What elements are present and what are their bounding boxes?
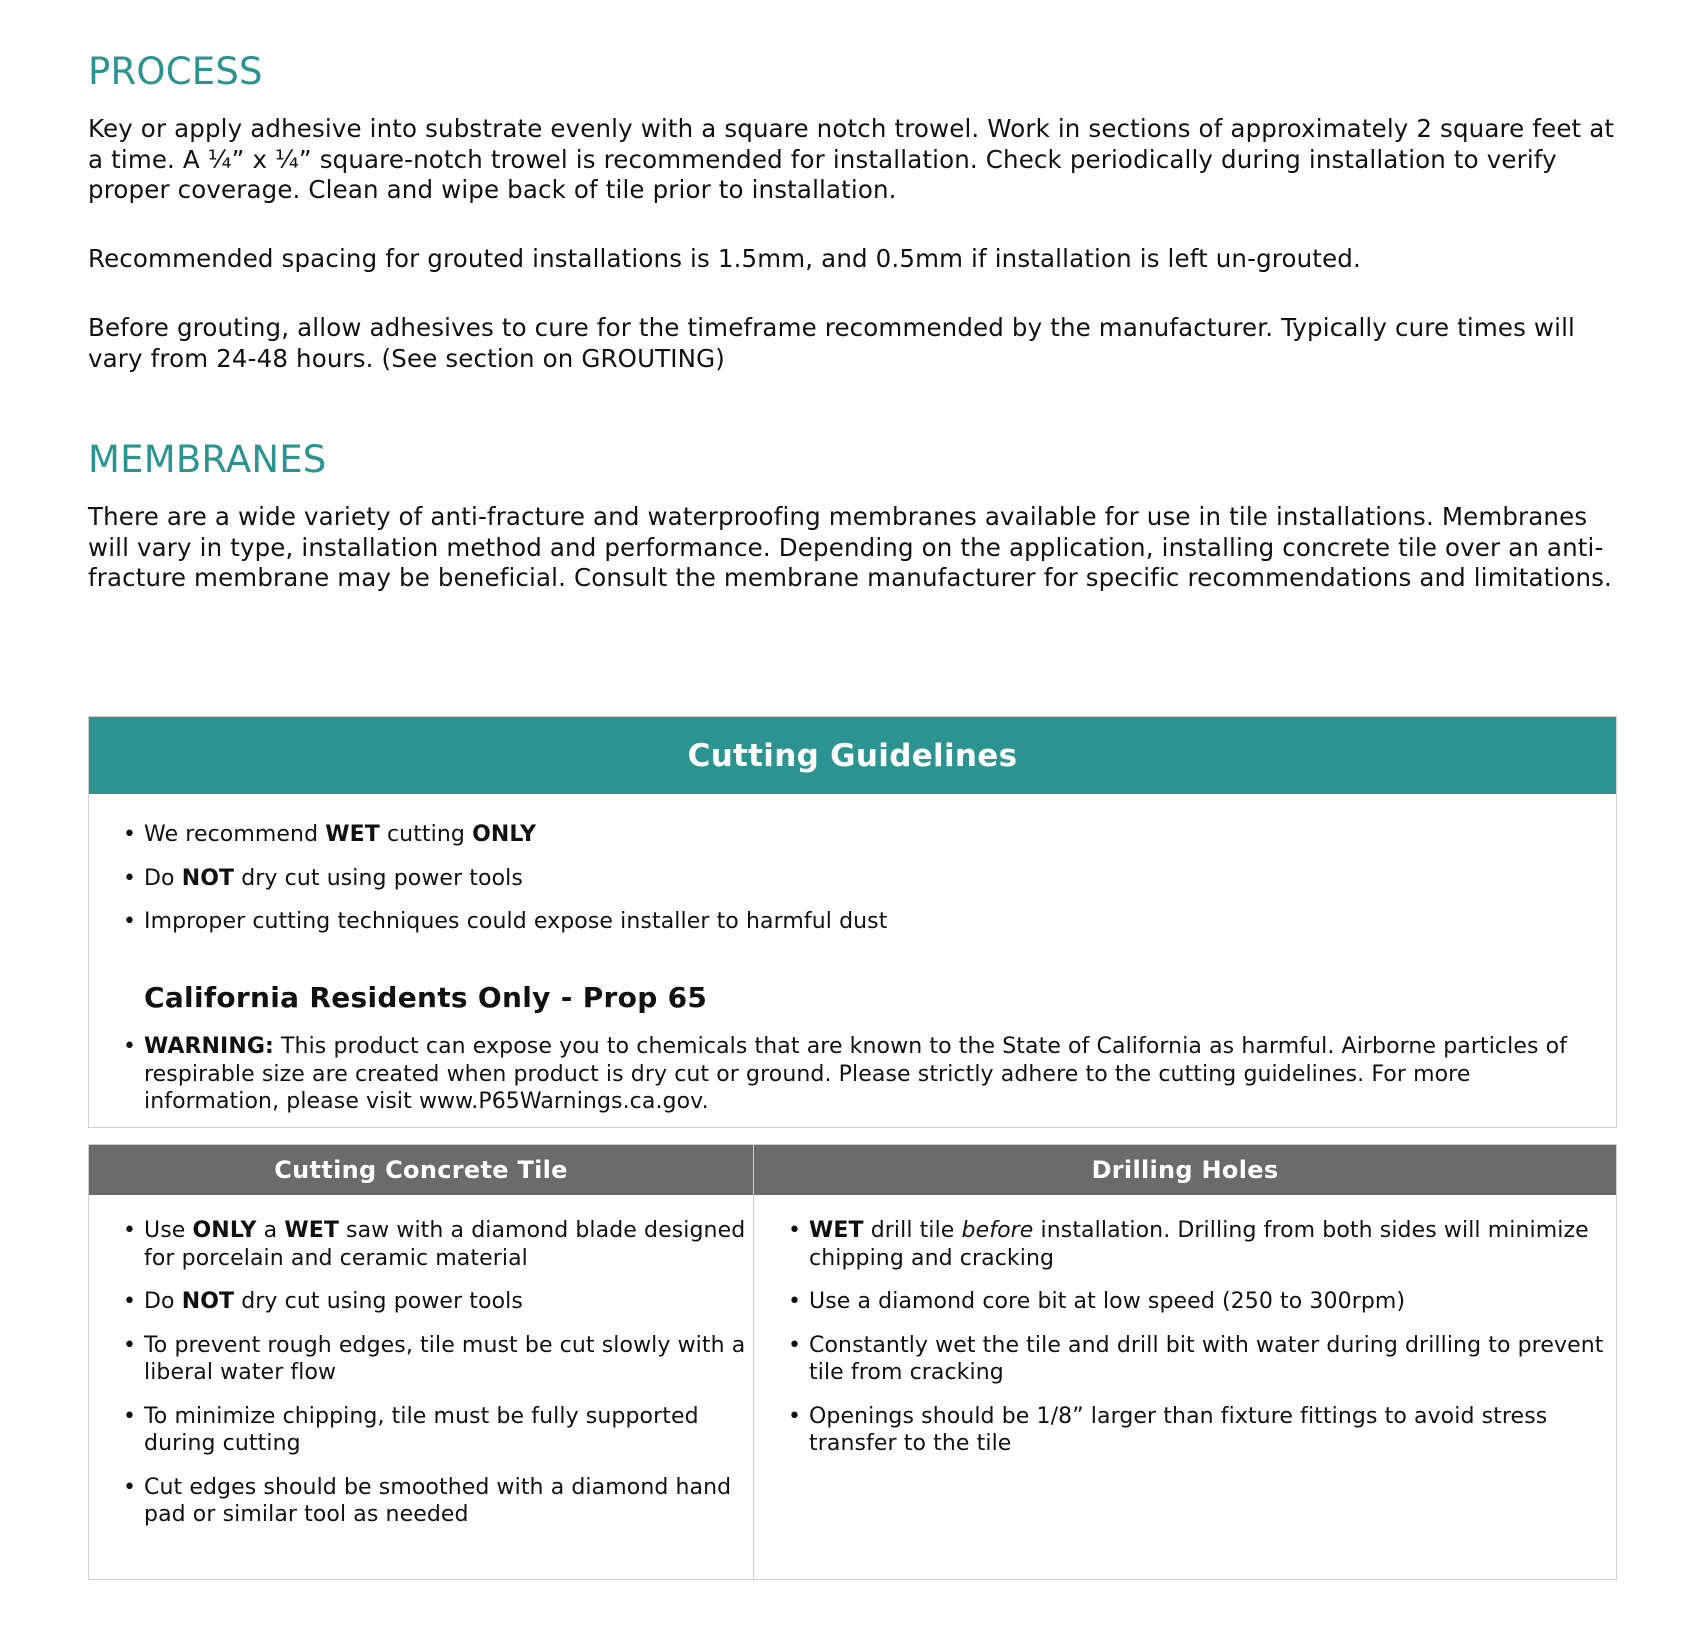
list-item-text: Openings should be 1/8” larger than fixture fittings to avoid stress transfer to the tile [809,1403,1548,1456]
list-item [89,865,1599,893]
list-item-text: drill tile [863,1218,962,1243]
list-item-text: Use [144,1218,193,1243]
list-item [89,1033,1594,1116]
list-item-text: Cut edges should be smoothed with a diamond hand pad or similar tool as needed [144,1474,732,1527]
list-item-emphasis: NOT [181,865,235,891]
cutting-drilling-table [88,1144,1617,1580]
bullet-icon: • [123,1218,137,1243]
list-item [754,1403,1604,1458]
warning-text: This product can expose you to chemicals that are known to the State of California as harmful. Airborne particles of respirable size are created when product is dry cut or ground. Please strictly adhere to the cutting guidelines. For more information, please visit www.P65Warnings.ca.gov. [144,1034,1568,1114]
list-item [89,1474,749,1529]
bullet-icon: • [123,1474,137,1500]
list-item-text: dry cut using power tools [234,865,523,891]
list-item-emphasis: ONLY [192,1218,257,1243]
bullet-icon: • [788,1332,802,1358]
bullet-icon: • [788,1289,802,1314]
prop65-warning-list [89,1033,1594,1116]
cutting-guidelines-heading: Cutting Guidelines [89,717,1616,794]
list-item [89,821,1599,849]
list-item-emphasis: WET [284,1218,339,1243]
cutting-list [89,1217,749,1545]
list-item [89,1403,749,1458]
list-item-text: installation. Drilling from both sides will minimize chipping and cracking [809,1218,1589,1271]
process-paragraph-2: Recommended spacing for grouted installations is 1.5mm, and 0.5mm if installation is left un-grouted. [88,244,1361,273]
list-item-italic: before [961,1218,1034,1243]
list-item [89,1217,749,1272]
bullet-icon: • [123,865,137,891]
bullet-icon: • [123,1289,137,1314]
bullet-icon: • [123,822,137,847]
list-item [89,908,1599,936]
drilling-column-header: Drilling Holes [754,1145,1616,1195]
list-item [754,1217,1604,1272]
process-paragraph-3: Before grouting, allow adhesives to cure for the timeframe recommended by the manufacturer. Typically cure times will vary from 24-48 hours. (See section on GROUTING) [88,313,1575,373]
list-item [89,1332,749,1387]
cutting-column-header: Cutting Concrete Tile [89,1145,753,1195]
list-item-text: Do [144,865,182,891]
cutting-column [89,1145,754,1579]
list-item-emphasis: ONLY [472,822,537,847]
bullet-icon: • [788,1403,802,1429]
bullet-icon: • [788,1218,802,1243]
list-item-text: Constantly wet the tile and drill bit with water during drilling to prevent tile from cracking [809,1332,1604,1385]
membranes-paragraph: There are a wide variety of anti-fracture and waterproofing membranes available for use in tile installations. Membranes will vary in type, installation method and performance. Depending on the application, installing concrete tile over an anti-fracture membrane may be beneficial. Consult the membrane manufacturer for specific recommendations and limitations. [88,502,1612,592]
list-item [754,1332,1604,1387]
list-item-text: To prevent rough edges, tile must be cut slowly with a liberal water flow [144,1332,746,1385]
list-item-text: To minimize chipping, tile must be fully supported during cutting [144,1403,699,1456]
bullet-icon: • [123,1332,137,1358]
list-item-text: Do [144,1289,182,1314]
list-item-emphasis: NOT [181,1289,235,1314]
list-item-text: Use a diamond core bit at low speed (250 to 300rpm) [809,1289,1406,1314]
warning-label: WARNING: [144,1034,274,1059]
list-item-emphasis: WET [325,822,380,847]
drilling-list [754,1217,1604,1474]
list-item-emphasis: WET [809,1218,864,1243]
drilling-column [754,1145,1616,1579]
list-item-text: cutting [379,822,473,847]
bullet-icon: • [123,1034,137,1059]
list-item-text: a [256,1218,285,1243]
list-item-text: Improper cutting techniques could expose installer to harmful dust [144,909,888,934]
list-item [89,1288,749,1316]
bullet-icon: • [123,1403,137,1429]
process-paragraph-1: Key or apply adhesive into substrate evenly with a square notch trowel. Work in sections of approximately 2 square feet at a time. A ¼” x ¼” square-notch trowel is recommended for installation. Check periodically during installation to verify proper coverage. Clean and wipe back of tile prior to installation. [88,114,1615,204]
cutting-guidelines-box [88,716,1617,1128]
process-heading: PROCESS [88,50,263,93]
list-item [754,1288,1604,1316]
list-item-text: We recommend [144,822,326,847]
prop65-heading: California Residents Only - Prop 65 [144,981,708,1014]
list-item-text: dry cut using power tools [234,1289,523,1314]
cutting-guidelines-list [89,821,1599,952]
membranes-heading: MEMBRANES [88,438,327,481]
list-item-text: saw with a diamond blade designed for porcelain and ceramic material [144,1218,746,1271]
bullet-icon: • [123,909,137,934]
